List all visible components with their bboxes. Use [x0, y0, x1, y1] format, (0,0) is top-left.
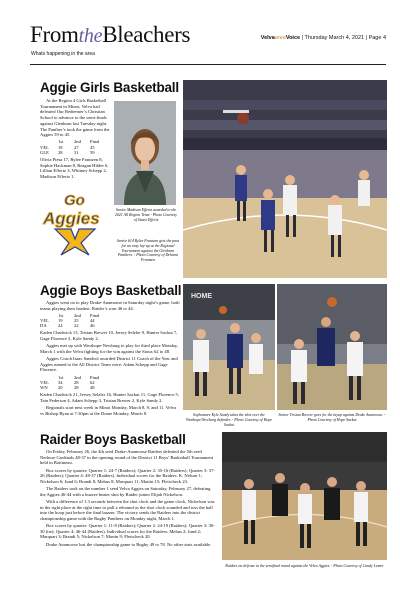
score-cell: 19 — [58, 318, 63, 323]
paper-name-a: Velva — [260, 35, 275, 41]
date-page: | Thursday March 4, 2021 | Page 4 — [301, 35, 386, 41]
raider-para-2: Box scores by quarter: Quarter 1: 24-7 (Raiders); Quarter 2: 35-16 (Raiders); Quarter 3: 37-26 (Raiders); Quarter 4: 48-37 (Raiders). Individual scores for the Raiders: K. Nelson 1; Nickelson 6; Jund 6; Brandt 8; Mehus 8; Marquart 11; Martin 15; Fleischeck 23. — [40, 467, 215, 484]
score-cell: 18 — [58, 144, 63, 150]
score-cell: 25 — [74, 318, 79, 323]
score-cell: 20 — [58, 384, 63, 390]
boys-caption-left: Sophomore Kyle Sandy takes the shot over the Westhope/Newburg defender. - Photo Courtesy of Hope Sackut — [185, 413, 273, 427]
title-the: the — [78, 25, 103, 47]
score-cell: 34 — [58, 379, 63, 385]
score-cell: VEL — [40, 379, 49, 385]
boys-para-3: Aggies Coach Isaac Sandvol awarded District 11 Coach of the Year and Aggies named to the All District Team were: Adam Schepp and Gage Florence. — [40, 356, 178, 373]
score-cell: Final — [90, 374, 100, 380]
paper-name — [261, 35, 300, 41]
score-cell: 27 — [74, 144, 79, 150]
title-from: From — [30, 22, 79, 47]
paper-name-b: area — [274, 35, 286, 41]
paper-info — [261, 35, 386, 41]
portrait-photo — [114, 101, 176, 205]
girls-headline: Aggie Girls Basketball — [40, 80, 179, 95]
section-subtitle: Whats happening in the area — [31, 51, 95, 57]
score-cell: 24 — [58, 323, 63, 329]
logo-aggies-text: Aggies — [43, 209, 100, 228]
score-cell: 44 — [90, 318, 95, 323]
boys-score-table-1 — [40, 313, 106, 329]
home-banner-text: HOME — [191, 293, 212, 300]
boys-photo-left — [183, 284, 275, 410]
score-cell: 1st — [58, 312, 64, 318]
boys-para-2: Aggies met up with Westhope-Newburg to play for third place Monday, March 1 with the Velva fighting for the win against the Sioux 62 to 48. — [40, 343, 178, 354]
girls-article — [40, 98, 112, 181]
score-cell: WN — [40, 384, 48, 390]
raider-para-4: With a difference of 1.3 seconds between the shot clock and the game clock, Nickelson was in the right place at the right time to pull a rebound as the shot clock sounded and toss the ball into the hoop just before the final buzzer. The victory sends the Raiders into the district championship game with the Rugby Panthers on Monday night, March 1. — [40, 498, 215, 521]
score-cell: 45 — [90, 144, 95, 150]
score-cell: 28 — [74, 379, 79, 385]
boys-headline: Aggie Boys Basketball — [40, 283, 182, 298]
raider-para-5: Box scores by quarter: Quarter 1: 11-8 (Raiders); Quarter 2: 24-19 (Raiders); Quarter 3: 30-30 (tie); Quarter 4: 46-44 (Raiders). Individual scores for the Raiders: Mehus 2; Jund 2; Marquart 3; Brandt 5; Nickelson 7; Martin 9; Fleischeck 20. — [40, 523, 215, 540]
raider-article — [40, 449, 216, 549]
girls-para-1: At the Region 4 Girls Basketball Tournament in Minot, Velva had defeated Our Redeemer’s Christian School to advance to the semi-finals against Glenburn last Tuesday night. The Panther’s took the game from the Aggies 59 to 45. — [40, 98, 110, 138]
boys-photo-right — [277, 284, 387, 410]
score-cell: 31 — [74, 149, 79, 155]
score-cell: 22 — [74, 323, 79, 329]
aggies-logo — [40, 186, 110, 256]
paper-name-c: Voice — [285, 35, 301, 41]
score-cell: 48 — [90, 384, 95, 390]
score-cell: DA — [40, 323, 47, 329]
girls-scorers: Olivia Piesa 17, Rylee Frantzen 8, Sophie Hackman 8, Reagan Hilder 6, Lillian Effertz 3, Whitney Schepp 2, Madison Effertz 1. — [40, 156, 109, 180]
boys-scorers-1: Kaden Chadwick 13, Tristan Brewer 10, Jersey Selzler 9, Hunter Sackut 7, Gage Florence 3, Kyle Sandy 2. — [40, 330, 178, 342]
section-title — [30, 22, 190, 48]
score-cell: Final — [90, 312, 100, 318]
boys-scorers-2: Kaden Chadwick 21, Jersey Selzler 16, Hunter Sackut 11, Gage Florence 5, Tain Pederson 4, Adam Schepp 3, Tristan Brewer 2, Kyle Sandy 2. — [40, 392, 180, 403]
boys-para-4: Regionals start next week in Minot Monday, March 8, 9, and 11. Velva vs Bishop Ryan at 7:30pm at the Dome Monday, March 8. — [40, 404, 177, 416]
boys-score-row — [40, 323, 106, 328]
score-cell: 1st — [58, 139, 64, 145]
boys-score-row — [40, 385, 106, 390]
girls-action-photo — [183, 80, 387, 278]
score-cell: 1st — [58, 374, 64, 380]
raider-headline: Raider Boys Basketball — [40, 432, 186, 447]
score-cell: VEL — [40, 144, 49, 150]
logo-go-text: Go — [64, 192, 85, 209]
raider-para-3: The Raiders took on the number 1 seed Velva Aggies on Saturday, February 27, defeating the Aggies 46-44 with a buzzer-beater shot by Raider junior Elijah Nickelson. — [40, 486, 211, 497]
girls-photo-caption: Senior #14 Rylee Frantzen gets the pass for an easy lay-up at the Regional Tournament against the Glenburn Panthers. - Photo Courtesy of Delaina Frantzen — [116, 239, 180, 263]
boys-article — [40, 300, 180, 418]
score-cell: 46 — [90, 323, 95, 329]
score-cell: 2nd — [74, 312, 81, 318]
boys-para-1: Aggies went on to play Drake-Anamoose in Saturday night’s game, both teams playing their hardest. Raider’s won 46 to 44. — [40, 300, 180, 311]
score-cell: 28 — [58, 149, 63, 155]
logo-crossed-tools-icon — [55, 229, 95, 255]
score-cell: 62 — [90, 379, 95, 385]
masthead-rule — [30, 64, 386, 65]
title-bleachers: Bleachers — [102, 22, 191, 47]
portrait-caption: Senior Madison Effertz awarded to the 2021 All Region Team - Photo Courtesy of Stassi Effertz — [114, 208, 178, 222]
raider-photo — [222, 432, 387, 560]
girls-score-table — [40, 139, 106, 155]
score-cell: GLE — [40, 149, 49, 155]
score-cell: Final — [90, 139, 100, 145]
score-cell: 2nd — [74, 139, 81, 145]
score-cell: 59 — [90, 149, 95, 155]
boys-score-table-2 — [40, 375, 106, 391]
raider-caption: Raiders on defense in the semifinal round against the Velva Aggies. - Photo Courtesy of Candy Lemer — [225, 564, 384, 568]
raider-para-6: Drake Anamoose lost the championship game to Rugby 49 to 78. No other stats available. — [46, 541, 212, 547]
score-cell: 28 — [74, 384, 79, 390]
score-cell: 2nd — [74, 374, 81, 380]
raider-para-1: On Friday, February 26, the 4th seed Drake-Anamoose Raiders defeated the 5th seed Nedrose Cardinals 48-37 in the opening round of the District 11 Boys’ Basketball Tournament held in Bottineau. — [40, 449, 213, 466]
girls-score-row — [40, 150, 106, 155]
score-cell: VEL — [40, 318, 49, 323]
masthead — [30, 22, 386, 62]
boys-caption-right: Senior Tristan Brewer goes for the layup against Drake Anamoose. - Photo Courtesy of Hope Sackut — [278, 413, 386, 422]
